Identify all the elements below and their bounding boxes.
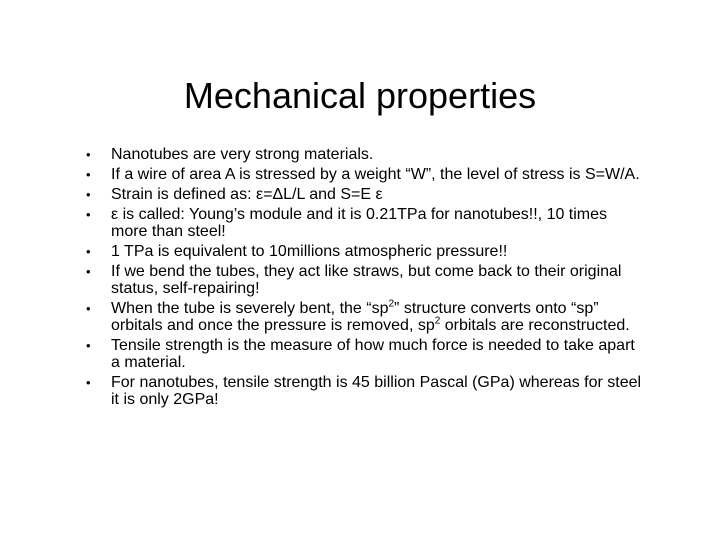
bullet-item-9 bbox=[86, 374, 646, 408]
bullet-text: If a wire of area A is stressed by a weight “W”, the level of stress is S=W/A. bbox=[111, 166, 640, 183]
bullet-item-8 bbox=[86, 337, 646, 371]
superscript: 2 bbox=[434, 315, 441, 327]
bullet-text-part: When the tube is severely bent, the “sp bbox=[111, 300, 389, 317]
bullet-icon: • bbox=[86, 375, 91, 390]
bullet-text: If we bend the tubes, they act like straws, but come back to their original status, self-repairing! bbox=[111, 263, 622, 297]
bullet-text: Tensile strength is the measure of how much force is needed to take apart a material. bbox=[111, 337, 635, 371]
slide-title: Mechanical properties bbox=[183, 75, 537, 116]
bullet-text: Nanotubes are very strong materials. bbox=[111, 146, 374, 163]
bullet-icon: • bbox=[86, 244, 91, 259]
bullet-icon: • bbox=[86, 187, 91, 202]
bullet-icon: • bbox=[86, 338, 91, 353]
bullet-text-part: ” structure converts onto “sp” orbitals and once the pressure is removed, sp bbox=[111, 300, 599, 334]
bullet-icon: • bbox=[86, 264, 91, 279]
bullet-text: ε is called: Young’s module and it is 0.21TPa for nanotubes!!, 10 times more than steel! bbox=[111, 206, 608, 240]
bullet-list bbox=[86, 146, 646, 411]
bullet-icon: • bbox=[86, 301, 91, 316]
bullet-text: Strain is defined as: ε=ΔL/L and S=E ε bbox=[111, 186, 383, 203]
bullet-text-part: orbitals are reconstructed. bbox=[440, 317, 630, 334]
bullet-item-3 bbox=[86, 186, 646, 203]
bullet-text: For nanotubes, tensile strength is 45 billion Pascal (GPa) whereas for steel it is only 2GPa! bbox=[111, 374, 642, 408]
bullet-icon: • bbox=[86, 147, 91, 162]
bullet-item-5 bbox=[86, 243, 646, 260]
bullet-item-6 bbox=[86, 263, 646, 297]
bullet-item-4 bbox=[86, 206, 646, 240]
bullet-icon: • bbox=[86, 167, 91, 182]
bullet-item-2 bbox=[86, 166, 646, 183]
bullet-text bbox=[111, 300, 630, 334]
bullet-item-1 bbox=[86, 146, 646, 163]
superscript: 2 bbox=[388, 298, 395, 310]
bullet-icon: • bbox=[86, 207, 91, 222]
bullet-item-7 bbox=[86, 300, 646, 334]
bullet-text: 1 TPa is equivalent to 10millions atmospheric pressure!! bbox=[111, 243, 508, 260]
